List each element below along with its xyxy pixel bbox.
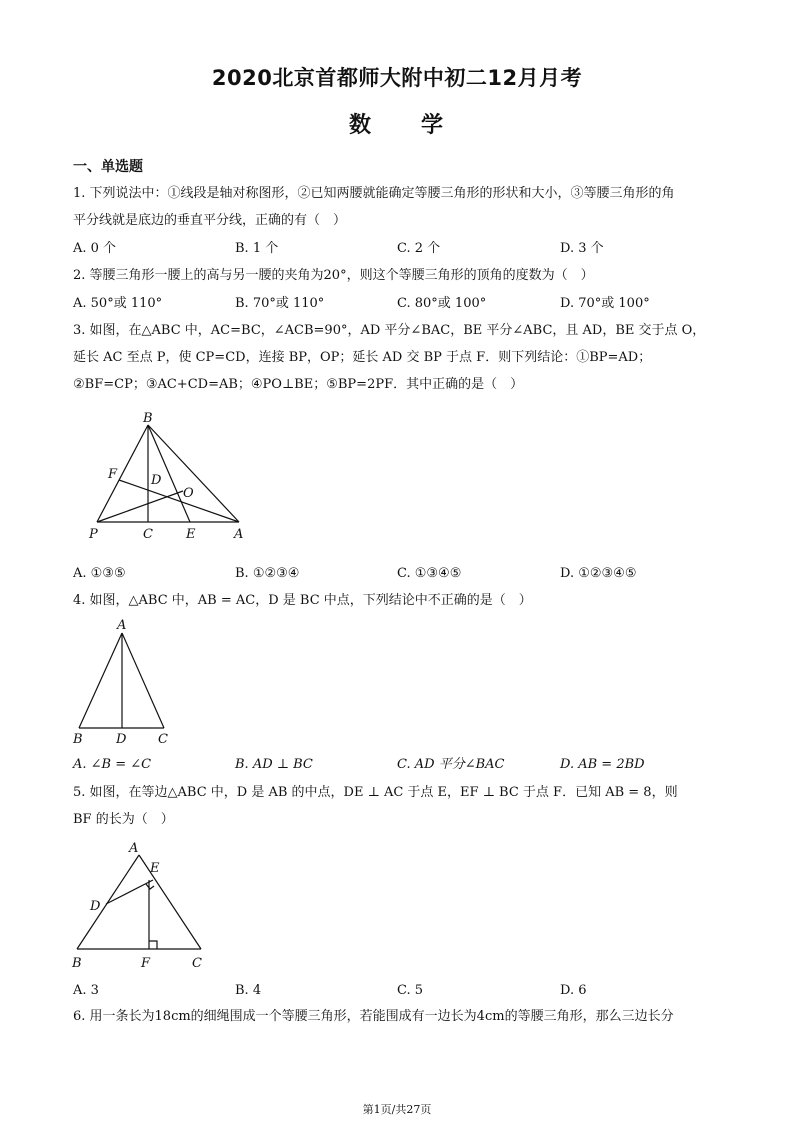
q1-option-b: B. 1 个 [235,241,279,256]
q5-label-d: D [90,899,101,914]
q2-option-d: D. 70°或 100° [560,296,650,311]
q4-label-a: A [117,618,127,633]
segment-ab [77,855,139,949]
q1-option-d: D. 3 个 [560,241,604,256]
q3-line1: 3. 如图，在△ABC 中，AC=BC，∠ACB=90°，AD 平分∠BAC，BE 平分∠ABC，且 AD，BE 交于点 O， [73,323,706,338]
q5-label-a: A [129,841,139,856]
subject-title: 数 学 [348,113,445,138]
q3-option-c: C. ①③④⑤ [397,566,462,581]
q6-line1: 6. 用一条长为18cm的细绳围成一个等腰三角形，若能围成有一边长为4cm的等腰三角形，那么三边长分 [73,1009,674,1024]
q4-option-a: A. ∠B = ∠C [73,757,152,772]
q2-option-a: A. 50°或 110° [73,296,163,311]
q5-option-d: D. 6 [560,983,587,998]
q4-label-d: D [116,732,127,747]
section-heading: 一、单选题 [73,159,143,175]
q3-line2: 延长 AC 至点 P，使 CP=CD，连接 BP，OP；延长 AD 交 BP 于点 F．则下列结论：①BP=AD； [73,350,652,365]
q5-label-c: C [192,956,202,971]
q3-label-e: E [186,527,196,542]
q3-option-a: A. ①③⑤ [73,566,126,581]
q1-line1: 1. 下列说法中：①线段是轴对称图形，②已知两腰就能确定等腰三角形的形状和大小，③等腰三角形的角 [73,186,675,201]
q4-option-b: B. AD ⊥ BC [235,757,313,772]
q3-label-c: C [143,527,153,542]
q4-option-d: D. AB = 2BD [560,757,645,772]
q5-option-c: C. 5 [397,983,424,998]
right-angle-e [146,884,154,889]
q3-label-d: D [151,473,162,488]
q1-line2: 平分线就是底边的垂直平分线，正确的有（ ） [73,213,347,228]
q2-option-c: C. 80°或 100° [397,296,487,311]
q5-option-a: A. 3 [73,983,99,998]
q4-label-c: C [158,732,168,747]
right-angle-f [149,941,157,949]
q1-option-a: A. 0 个 [73,241,117,256]
q4-line1: 4. 如图，△ABC 中，AB = AC，D 是 BC 中点，下列结论中不正确的是（ ） [73,593,532,608]
segment-de [106,880,153,904]
q3-label-a: A [234,527,244,542]
q5-line1: 5. 如图，在等边△ABC 中，D 是 AB 的中点，DE ⊥ AC 于点 E，EF ⊥ BC 于点 F．已知 AB = 8，则 [73,785,678,800]
q2-line1: 2. 等腰三角形一腰上的高与另一腰的夹角为20°，则这个等腰三角形的顶角的度数为（ ） [73,268,594,283]
q3-line3: ②BF=CP；③AC+CD=AB；④PO⊥BE；⑤BP=2PF．其中正确的是（ ） [73,377,524,392]
page-footer: 第1页/共27页 [362,1103,432,1116]
q3-option-d: D. ①②③④⑤ [560,566,637,581]
q3-label-p: P [89,527,98,542]
q3-option-b: B. ①②③④ [235,566,300,581]
q4-option-c: C. AD 平分∠BAC [397,757,505,772]
q3-label-f: F [108,467,118,482]
exam-title: 2020北京首都师大附中初二12月月考 [211,66,583,90]
q3-label-b: B [143,411,153,426]
segment-ac [139,855,201,949]
q5-label-f: F [141,956,151,971]
q2-option-b: B. 70°或 110° [235,296,325,311]
q5-label-e: E [150,861,160,876]
q3-label-o: O [183,486,194,501]
q5-line2: BF 的长为（ ） [73,812,174,827]
q5-option-b: B. 4 [235,983,262,998]
q1-option-c: C. 2 个 [397,241,441,256]
q4-label-b: B [73,732,83,747]
q5-label-b: B [72,956,82,971]
